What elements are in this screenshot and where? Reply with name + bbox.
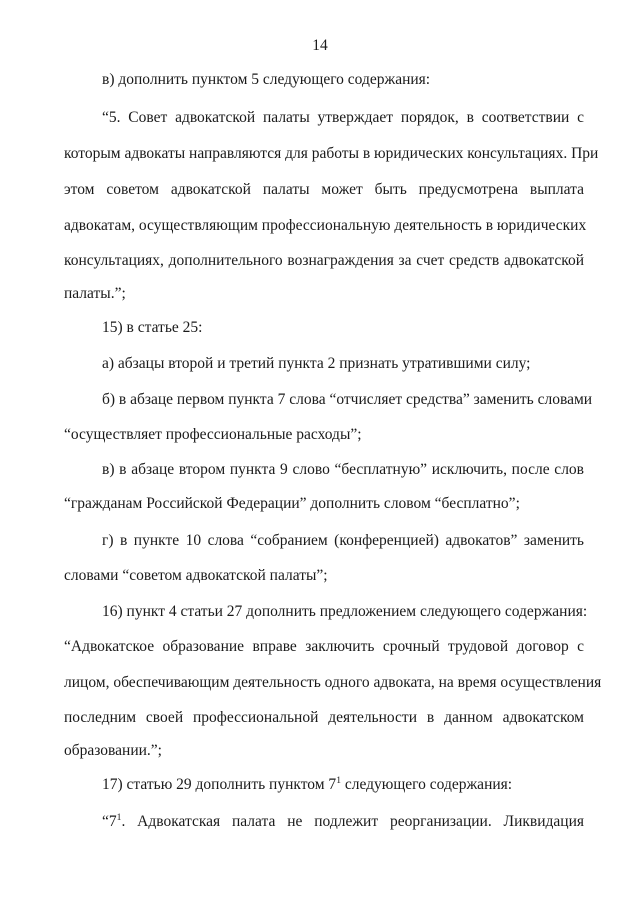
paragraph-line — [102, 775, 512, 795]
paragraph-line: г) в пункте 10 слова “собранием (конференцией) адвокатов” заменить — [102, 532, 584, 549]
paragraph-line: последним своей профессиональной деятельности в данном адвокатском — [64, 709, 584, 726]
superscript: 1 — [116, 811, 122, 823]
text-run: 17) статью 29 дополнить пунктом 7 — [102, 776, 337, 793]
paragraph-line: а) абзацы второй и третий пункта 2 признать утратившими силу; — [102, 355, 531, 372]
paragraph-line: консультациях, дополнительного вознаграждения за счет средств адвокатской — [64, 252, 584, 269]
superscript: 1 — [336, 774, 341, 786]
paragraph-line: словами “советом адвокатской палаты”; — [64, 567, 328, 584]
text-run: . Адвокатская палата не подлежит реорганизации. Ликвидация — [121, 813, 584, 830]
paragraph-line — [102, 812, 584, 832]
paragraph-line: 16) пункт 4 статьи 27 дополнить предложением следующего содержания: — [102, 603, 588, 620]
paragraph-line: в) дополнить пунктом 5 следующего содержания: — [102, 71, 431, 88]
paragraph-line: которым адвокаты направляются для работы в юридических консультациях. При — [64, 145, 599, 162]
paragraph-line: “5. Совет адвокатской палаты утверждает порядок, в соответствии с — [102, 109, 584, 126]
paragraph-line: лицом, обеспечивающим деятельность одного адвоката, на время осуществления — [64, 674, 602, 691]
text-run: “7 — [102, 813, 117, 830]
text-run: следующего содержания: — [340, 776, 513, 793]
paragraph-line: 15) в статье 25: — [102, 319, 203, 336]
paragraph-line: этом советом адвокатской палаты может быть предусмотрена выплата — [64, 181, 584, 198]
paragraph-line: “гражданам Российской Федерации” дополнить словом “бесплатно”; — [64, 495, 520, 512]
page-number: 14 — [312, 37, 328, 54]
paragraph-line: б) в абзаце первом пункта 7 слова “отчисляет средства” заменить словами — [102, 391, 593, 408]
paragraph-line: адвокатам, осуществляющим профессиональную деятельность в юридических — [64, 217, 587, 234]
paragraph-line: “осуществляет профессиональные расходы”; — [64, 426, 362, 443]
paragraph-line: палаты.”; — [64, 285, 126, 302]
paragraph-line: “Адвокатское образование вправе заключить срочный трудовой договор с — [64, 638, 584, 655]
paragraph-line: в) в абзаце втором пункта 9 слово “бесплатную” исключить, после слов — [102, 461, 584, 478]
paragraph-line: образовании.”; — [64, 742, 162, 759]
